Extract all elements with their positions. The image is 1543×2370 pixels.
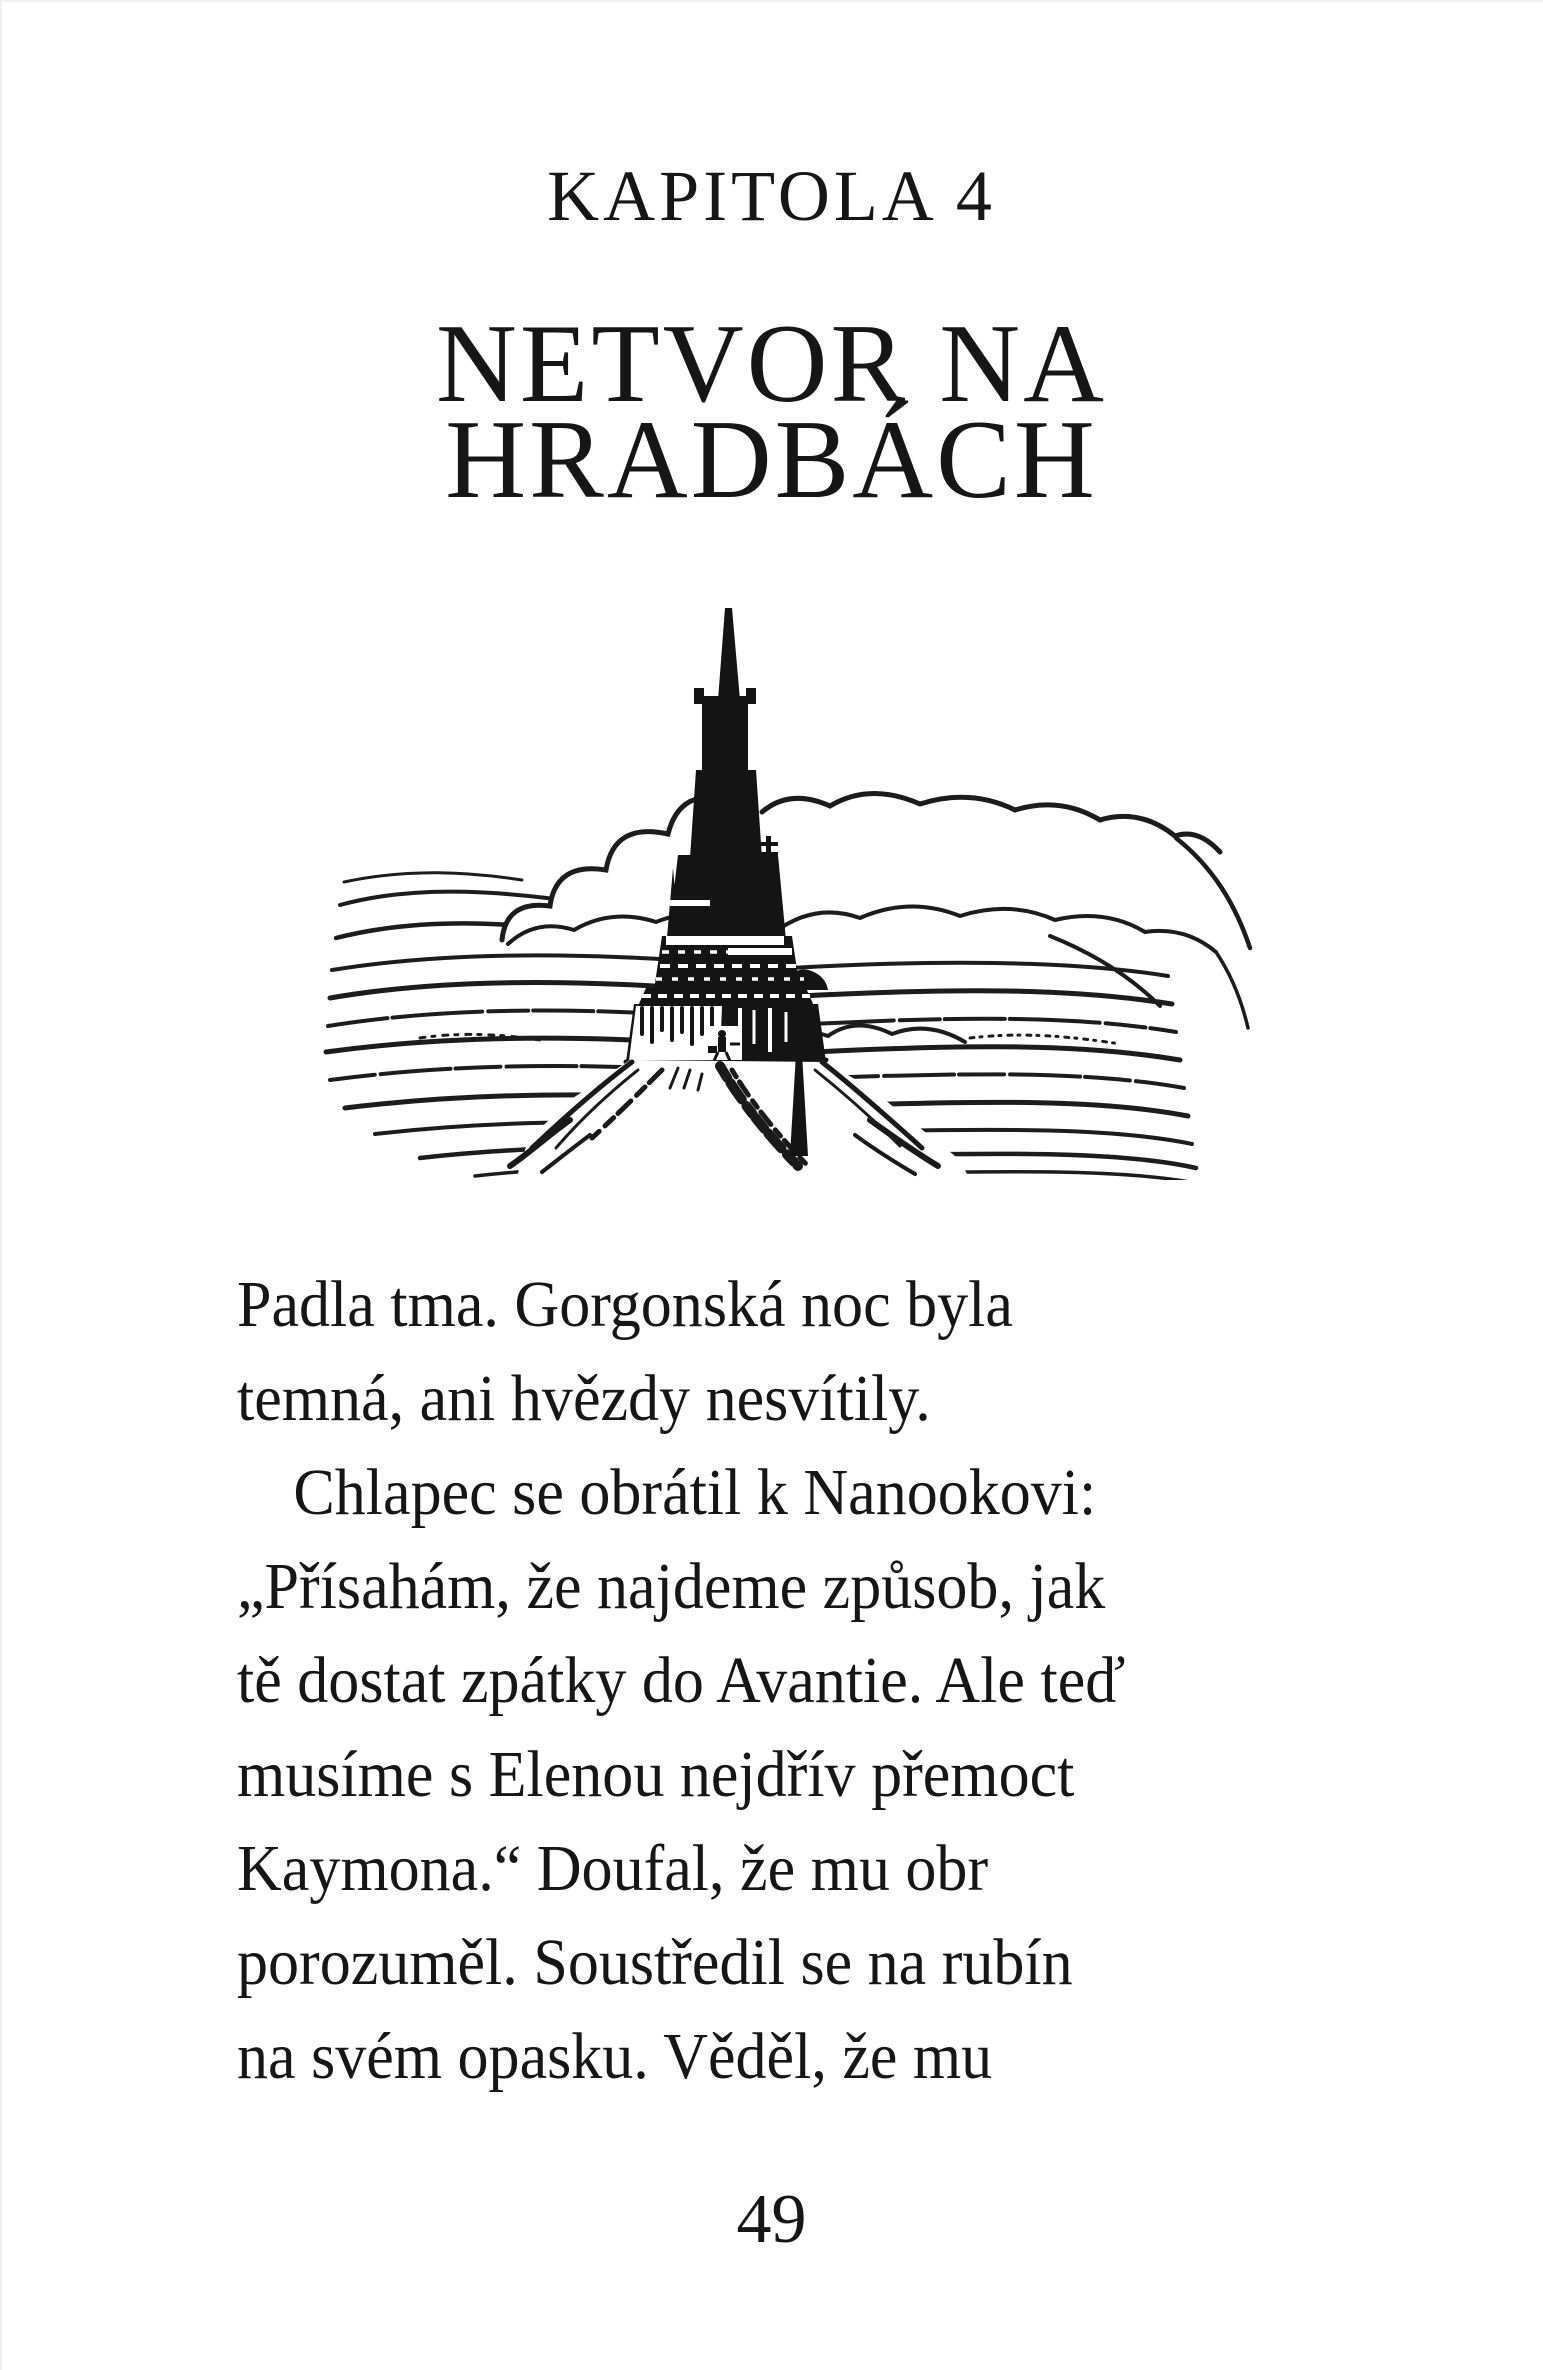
body-line: musíme s Elenou nejdřív přemoct bbox=[237, 1738, 1075, 1811]
chapter-label: KAPITOLA 4 bbox=[547, 156, 996, 236]
body-line: tě dostat zpátky do Avantie. Ale teď bbox=[237, 1644, 1126, 1717]
body-text bbox=[237, 1258, 1262, 2104]
body-line: porozuměl. Soustředil se na rubín bbox=[237, 1926, 1073, 1999]
rock-mound bbox=[516, 1060, 970, 1180]
chapter-title-line1: NETVOR NA bbox=[436, 302, 1107, 426]
chapter-title-line2: HRADBÁCH bbox=[445, 398, 1098, 522]
castle-illustration bbox=[270, 600, 1260, 1180]
chapter-title bbox=[0, 302, 1543, 522]
page-number: 49 bbox=[736, 2181, 807, 2258]
body-line: na svém opasku. Věděl, že mu bbox=[237, 2020, 993, 2093]
body-line: „Přísahám, že najdeme způsob, jak bbox=[237, 1550, 1106, 1623]
body-line: temná, ani hvězdy nesvítily. bbox=[237, 1362, 931, 1435]
wall-gate-figure bbox=[706, 1026, 742, 1061]
body-line: Padla tma. Gorgonská noc byla bbox=[237, 1268, 1013, 1341]
body-line: Chlapec se obrátil k Nanookovi: bbox=[293, 1456, 1097, 1529]
body-line: Kaymona.“ Doufal, že mu obr bbox=[237, 1832, 989, 1905]
cloud-mask bbox=[502, 793, 1252, 978]
castle-illustration-drawing bbox=[270, 600, 1260, 1180]
